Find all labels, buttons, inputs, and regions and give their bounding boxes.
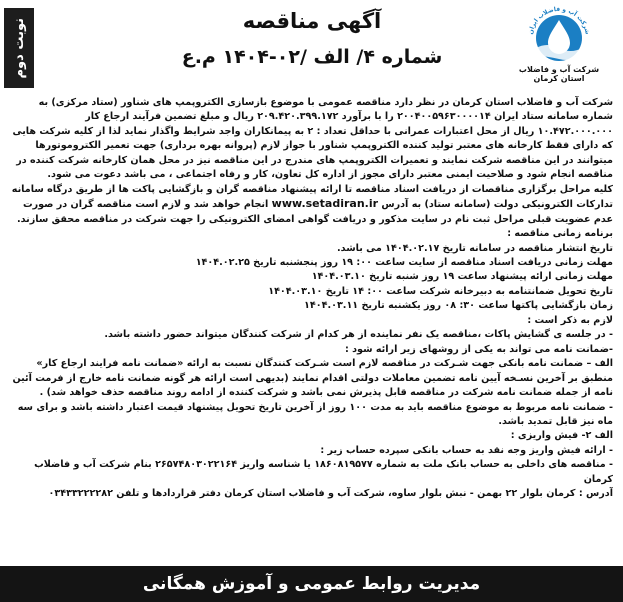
note-item: الف – ضمانت نامه بانکی جهت شـرکت در مناقصه لازم است شـرکت کنندگان نسبت به ارائه «ضمانت نامه فرایند ارجاع کار» منطبق بر آخرین نسـخه آیین نامه تضمین معاملات دولتی اقدام نمایند (بدیهی است ارائه هر گونه ضمانت نامه خارج از فرمت آئین نامه از جمله ضمانت نامه شرکت در مناقصه قابل پذیرش نمی باشد و شرکت کننده از ادامه روند مناقصه حذف خواهد شد) . xyxy=(12,358,613,399)
schedule-item: مهلت زمانی دریافت اسناد مناقصه از سایت ساعت ۰۰: ۱۹ روز پنجشنبه تاریخ ۱۴۰۴.۰۲.۲۵ xyxy=(195,256,613,268)
footer-banner xyxy=(0,566,623,602)
schedule-item: تاریخ انتشار مناقصه در سامانه تاریخ ۱۴۰۴.۰۲.۱۷ می باشد. xyxy=(337,242,613,254)
schedule-item: تاریخ تحویل ضمانتنامه به دبیرخانه شرکت ساعت ۰۰: ۱۴ تاریخ ۱۴۰۴.۰۳.۱۰ xyxy=(268,285,613,297)
notice-header xyxy=(0,0,623,92)
note-item: الف ۲- فیش واریزی : xyxy=(510,430,613,442)
note-item: -ضمانت نامه می تواند به یکی از روشهای زیر ارائه شود : xyxy=(344,343,613,355)
title-block xyxy=(118,6,506,72)
tender-number: شماره ۴/ الف /۰۲-۱۴۰۴ م.ع xyxy=(181,46,443,68)
setad-website-link[interactable]: www.setadiran.ir xyxy=(271,197,379,211)
notes-heading: لازم به ذکر است : xyxy=(527,314,613,326)
process-text-before: کلیه مراحل برگزاری مناقصات از دریافت اسناد مناقصه تا ارائه پیشنهاد مناقصه گران و بازگشایی پاکت ها از طریق درگاه سامانه تدارکات الکترونیکی دولت (سامانه ستاد) به آدرس xyxy=(11,183,613,211)
note-item: - مناقصه های داخلی به حساب بانک ملت به شماره ۱۸۶۰۸۱۹۵۷۷ یا شناسه واریز ۲۶۵۷۴۸۰۳۰۲۲۱۶۴ بنام شرکت آب و فاضلاب کرمان xyxy=(34,459,613,485)
schedule-heading: برنامه زمانی مناقصه : xyxy=(507,228,613,240)
company-logo xyxy=(509,4,609,86)
logo-arc-text: شرکت آب و فاضلاب ایران xyxy=(527,5,591,36)
logo-caption: شرکت آب و فاضلاب استان کرمان xyxy=(518,65,600,83)
process-paragraph xyxy=(10,183,613,227)
second-round-badge xyxy=(4,8,34,88)
schedule-item: مهلت زمانی ارائه پیشنهاد ساعت ۱۹ روز شنبه تاریخ ۱۴۰۴.۰۳.۱۰ xyxy=(311,271,613,283)
badge-label: نوبت دوم xyxy=(11,17,27,79)
note-item: - در جلسه ی گشایش پاکات ،مناقصه یک نفر نماینده از هر کدام از شرکت کنندگان میتواند حضور داشته باشد. xyxy=(104,329,613,341)
schedule-item: زمان بازگشایی پاکتها ساعت ۳۰: ۰۸ روز یکشنبه تاریخ ۱۴۰۴.۰۳.۱۱ xyxy=(304,300,613,312)
notice-body xyxy=(10,96,613,560)
intro-paragraph: شرکت آب و فاضلاب استان کرمان در نظر دارد مناقصه عمومی با موضوع بازسازی الکتروپمپ های شناور (ستاد مرکزی) به شماره سامانه ستاد ایران ۲۰۰۴۰۰۵۹۶۳۰۰۰۰۱۴ را با برآورد ۲۰۹.۴۲۰.۳۹۹.۱۷۲ ریال و مبلغ تضمین فرآیند ارجاع کار ۱۰.۴۷۲.۰۰۰.۰۰۰ ریال از محل اعتبارات عمرانی با حداقل تعداد : ۲ به پیمانکاران واجد شرایط واگذار نماید لذا از کلیه شرکت هایی که دارای فقط کارخانه های معتبر تولید کننده الکتروپمپ شناور با جواز لازم (پروانه بهره برداری) جهت تعمیر الکتروموتورها میتوانند در این مناقصه شرکت نمایند و تعمیرات الکتروپمپ های مندرج در این مناقصه نیز در محل همان کارخانه شرکت کننده در مناقصه انجام شود و صلاحیت ایمنی معتبر دارای مجوز از اداره کل تعاون، کار و رفاه اجتماعی ، می باشد دعوت می شود. xyxy=(12,97,613,181)
note-item: - ضمانت نامه مربوط به موضوع مناقصه باید به مدت ۱۰۰ روز از آخرین تاریخ تحویل پیشنهاد قیمت اعتبار داشته باشد و برای سه ماه نیز قابل تمدید باشد. xyxy=(17,401,613,427)
footer-text: مدیریت روابط عمومی و آموزش همگانی xyxy=(142,574,481,594)
water-drop-logo-icon xyxy=(524,4,594,64)
notice-title: آگهی مناقصه xyxy=(242,9,382,33)
process-text-after: انجام خواهد شد و لازم است مناقصه گران در صورت عدم عضویت قبلی مراحل ثبت نام در سایت مذکور و دریافت گواهی امضای الکترونیکی را جهت شرکت در مناقصه محقق سازند. xyxy=(16,199,613,225)
note-item: - ارائه فیش واریز وجه نقد به حساب بانکی سپرده حساب زیر : xyxy=(320,444,613,456)
address-line: آدرس : کرمان بلوار ۲۲ بهمن - نبش بلوار ساوه، شرکت آب و فاضلاب استان کرمان دفتر قراردادها و تلفن ۰۳۴۳۳۲۲۲۲۸۲ xyxy=(48,488,613,500)
